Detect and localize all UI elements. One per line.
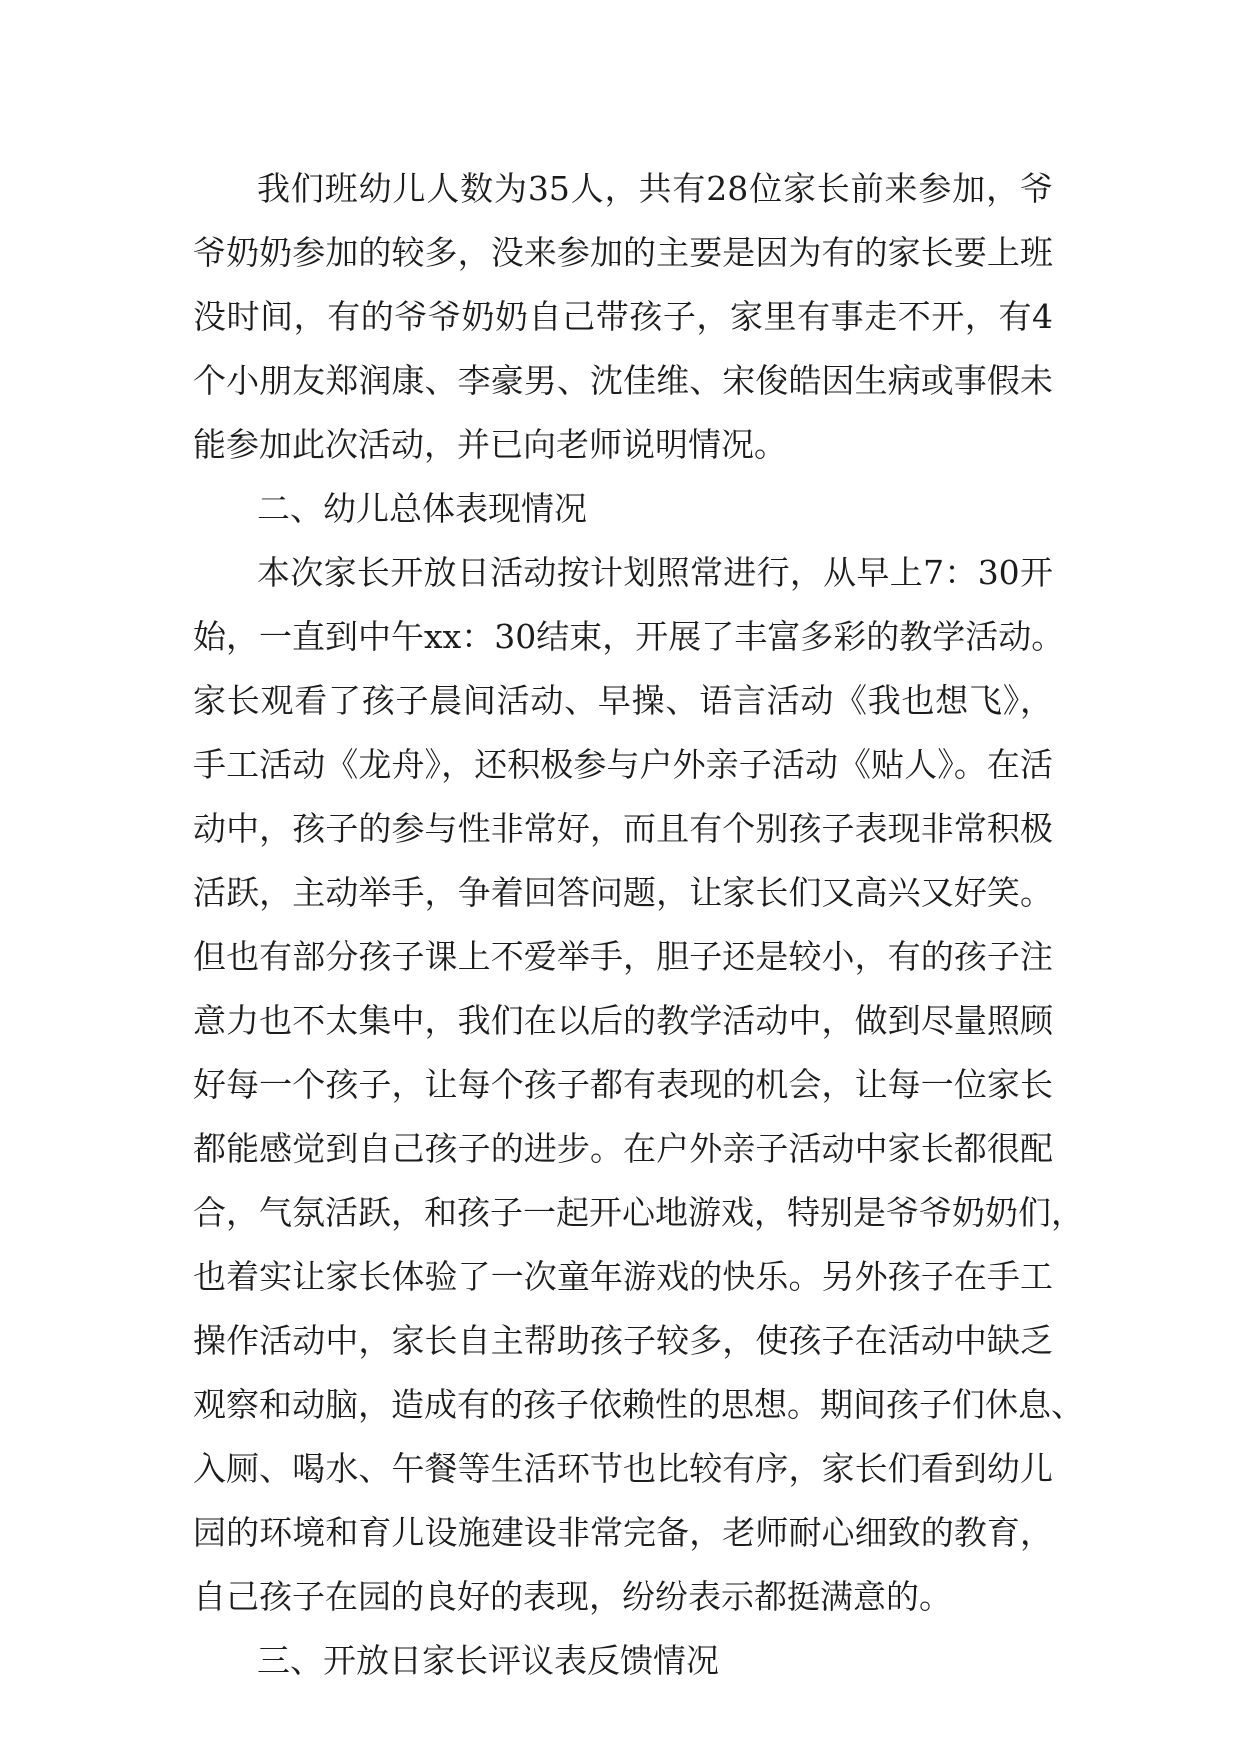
text-line: 本次家长开放日活动按计划照常进行，从早上7：30开 [257,553,1053,592]
text-line: 但也有部分孩子课上不爱举手，胆子还是较小，有的孩子注 [193,937,1053,976]
text-line: 我们班幼儿人数为35人，共有28位家长前来参加，爷 [257,169,1053,208]
document-body [193,157,1084,1693]
text-line: 意力也不太集中，我们在以后的教学活动中，做到尽量照顾 [193,1001,1053,1040]
text-line: 家长观看了孩子晨间活动、早操、语言活动《我也想飞》， [193,681,1053,720]
text-line: 动中，孩子的参与性非常好，而且有个别孩子表现非常积极 [193,809,1053,848]
text-line: 爷奶奶参加的较多，没来参加的主要是因为有的家长要上班 [193,233,1053,272]
text-line: 手工活动《龙舟》，还积极参与户外亲子活动《贴人》。在活 [193,745,1053,784]
text-line: 观察和动脑，造成有的孩子依赖性的思想。期间孩子们休息、 [193,1385,1084,1424]
text-line: 始，一直到中午xx：30结束，开展了丰富多彩的教学活动。 [193,617,1065,656]
section-heading-2: 二、幼儿总体表现情况 [257,489,587,528]
text-line: 自己孩子在园的良好的表现，纷纷表示都挺满意的。 [193,1577,952,1616]
text-line: 入厕、喝水、午餐等生活环节也比较有序，家长们看到幼儿 [193,1449,1053,1488]
text-line: 个小朋友郑润康、李豪男、沈佳维、宋俊皓因生病或事假未 [193,361,1053,400]
text-line: 园的环境和育儿设施建设非常完备，老师耐心细致的教育， [193,1513,1053,1552]
text-line: 没时间，有的爷爷奶奶自己带孩子，家里有事走不开，有4 [193,297,1053,336]
text-line: 也着实让家长体验了一次童年游戏的快乐。另外孩子在手工 [193,1257,1053,1296]
paragraph-attendance [193,157,1053,477]
text-line: 都能感觉到自己孩子的进步。在户外亲子活动中家长都很配 [193,1129,1053,1168]
text-line: 好每一个孩子，让每个孩子都有表现的机会，让每一位家长 [193,1065,1053,1104]
text-line: 操作活动中，家长自主帮助孩子较多，使孩子在活动中缺乏 [193,1321,1053,1360]
text-line: 合，气氛活跃，和孩子一起开心地游戏，特别是爷爷奶奶们， [193,1193,1084,1232]
paragraph-performance [193,541,1084,1629]
section-heading-3: 三、开放日家长评议表反馈情况 [257,1641,719,1680]
text-line: 活跃，主动举手，争着回答问题，让家长们又高兴又好笑。 [193,873,1053,912]
text-line: 能参加此次活动，并已向老师说明情况。 [193,425,787,464]
